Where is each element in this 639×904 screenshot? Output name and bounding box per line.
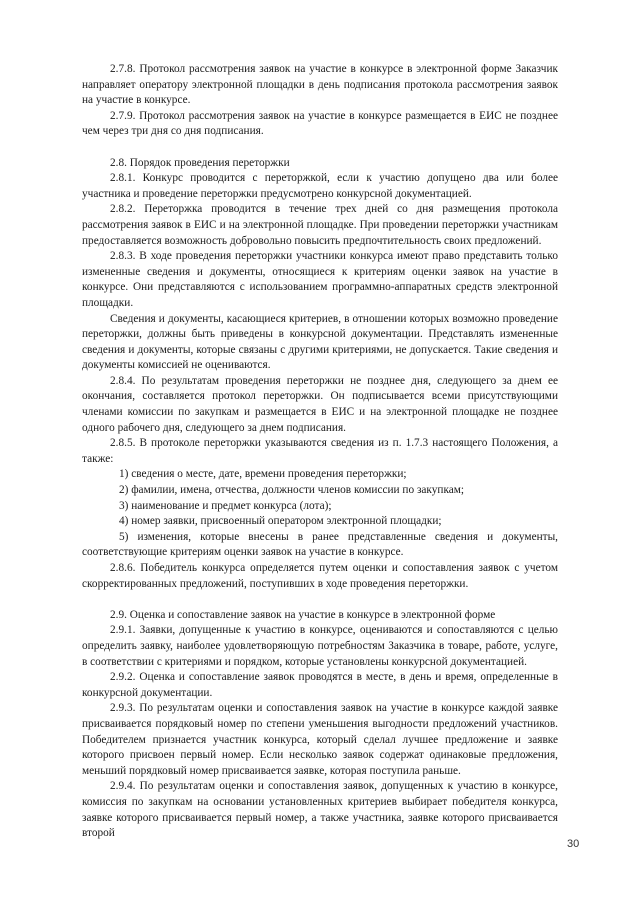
page-number: 30 <box>567 838 580 850</box>
list-item-5: 5) изменения, которые внесены в ранее представленные сведения и документы, соответствующие критериям оценки заявок на участие в конкурсе. <box>82 530 558 559</box>
paragraph-2-9-1: 2.9.1. Заявки, допущенные к участию в конкурсе, оцениваются и сопоставляются с целью определить заявку, наиболее удовлетворяющую потребностям Заказчика в товаре, работе, услуге, в соответствии с критериями и порядком, которые установлены конкурсной документацией. <box>82 624 558 668</box>
paragraph-2-8-3: 2.8.3. В ходе проведения переторжки участники конкурса имеют право представить только измененные сведения и документы, относящиеся к критериям оценки заявок на участие в конкурсе. Они представляются с использованием программно-аппаратных средств электронной площадки. <box>82 250 558 309</box>
paragraph-2-8-2: 2.8.2. Переторжка проводится в течение трех дней со дня размещения протокола рассмотрения заявок в ЕИС и на электронной площадке. При проведении переторжки участникам предоставляется возможность добровольно повысить предпочтительность своих предложений. <box>82 203 558 247</box>
paragraph-2-8-5: 2.8.5. В протоколе переторжки указываются сведения из п. 1.7.3 настоящего Положения, а также: <box>82 437 558 465</box>
paragraph-2-7-8: 2.7.8. Протокол рассмотрения заявок на участие в конкурсе в электронной форме Заказчик направляет оператору электронной площадки в день подписания протокола рассмотрения заявок на участие в конкурсе. <box>82 63 558 107</box>
section-heading-2-8: 2.8. Порядок проведения переторжки <box>110 156 290 169</box>
document-body <box>82 62 558 842</box>
paragraph-2-8-3-continued: Сведения и документы, касающиеся критериев, в отношении которых возможно проведение переторжки, должны быть приведены в конкурсной документации. Представлять измененные сведения и документы, которые связаны с другими критериями, не допускается. Такие сведения и документы комиссией не оцениваются. <box>82 312 558 372</box>
paragraph-2-9-4: 2.9.4. По результатам оценки и сопоставления заявок, допущенных к участию в конкурсе, комиссия по закупкам на основании установленных критериев выбирает победителя конкурса, заявке которого присваивается первый номер, а также участника, заявке которого присваивается второй <box>82 780 558 840</box>
paragraph-2-9-2: 2.9.2. Оценка и сопоставление заявок проводятся в месте, в день и время, определенные в конкурсной документации. <box>82 671 558 699</box>
list-item-2: 2) фамилии, имена, отчества, должности членов комиссии по закупкам; <box>119 484 465 497</box>
paragraph-2-7-9: 2.7.9. Протокол рассмотрения заявок на участие в конкурсе размещается в ЕИС не позднее чем через три дня со дня подписания. <box>82 109 558 138</box>
paragraph-2-8-6: 2.8.6. Победитель конкурса определяется путем оценки и сопоставления заявок с учетом скорректированных предложений, поступивших в ходе проведения переторжки. <box>82 562 558 590</box>
section-heading-2-9: 2.9. Оценка и сопоставление заявок на участие в конкурсе в электронной форме <box>110 608 496 621</box>
list-item-4: 4) номер заявки, присвоенный оператором электронной площадки; <box>119 515 442 528</box>
spacer <box>82 592 558 608</box>
paragraph-2-9-3: 2.9.3. По результатам оценки и сопоставления заявок на участие в конкурсе каждой заявке присваивается порядковый номер по степени уменьшения выгодности предложений участников. Победителем признается участник конкурса, который сделал лучшее предложение и заявке которого присвоен первый номер. Если несколько заявок содержат одинаковые предложения, меньший порядковый номер присваивается заявке, которая поступила раньше. <box>82 702 558 777</box>
list-item-3: 3) наименование и предмет конкурса (лота); <box>119 499 332 512</box>
list-item-1: 1) сведения о месте, дате, времени проведения переторжки; <box>119 468 407 481</box>
spacer <box>82 140 558 156</box>
paragraph-2-8-1: 2.8.1. Конкурс проводится с переторжкой, если к участию допущено два или более участника и проведение переторжки предусмотрено конкурсной документацией. <box>82 172 558 200</box>
paragraph-2-8-4: 2.8.4. По результатам проведения переторжки не позднее дня, следующего за днем ее окончания, составляется протокол переторжки. Он подписывается всеми присутствующими членами комиссии по закупкам и размещается в ЕИС и на электронной площадке не позднее одного рабочего дня, следующего за днем подписания. <box>82 374 558 434</box>
